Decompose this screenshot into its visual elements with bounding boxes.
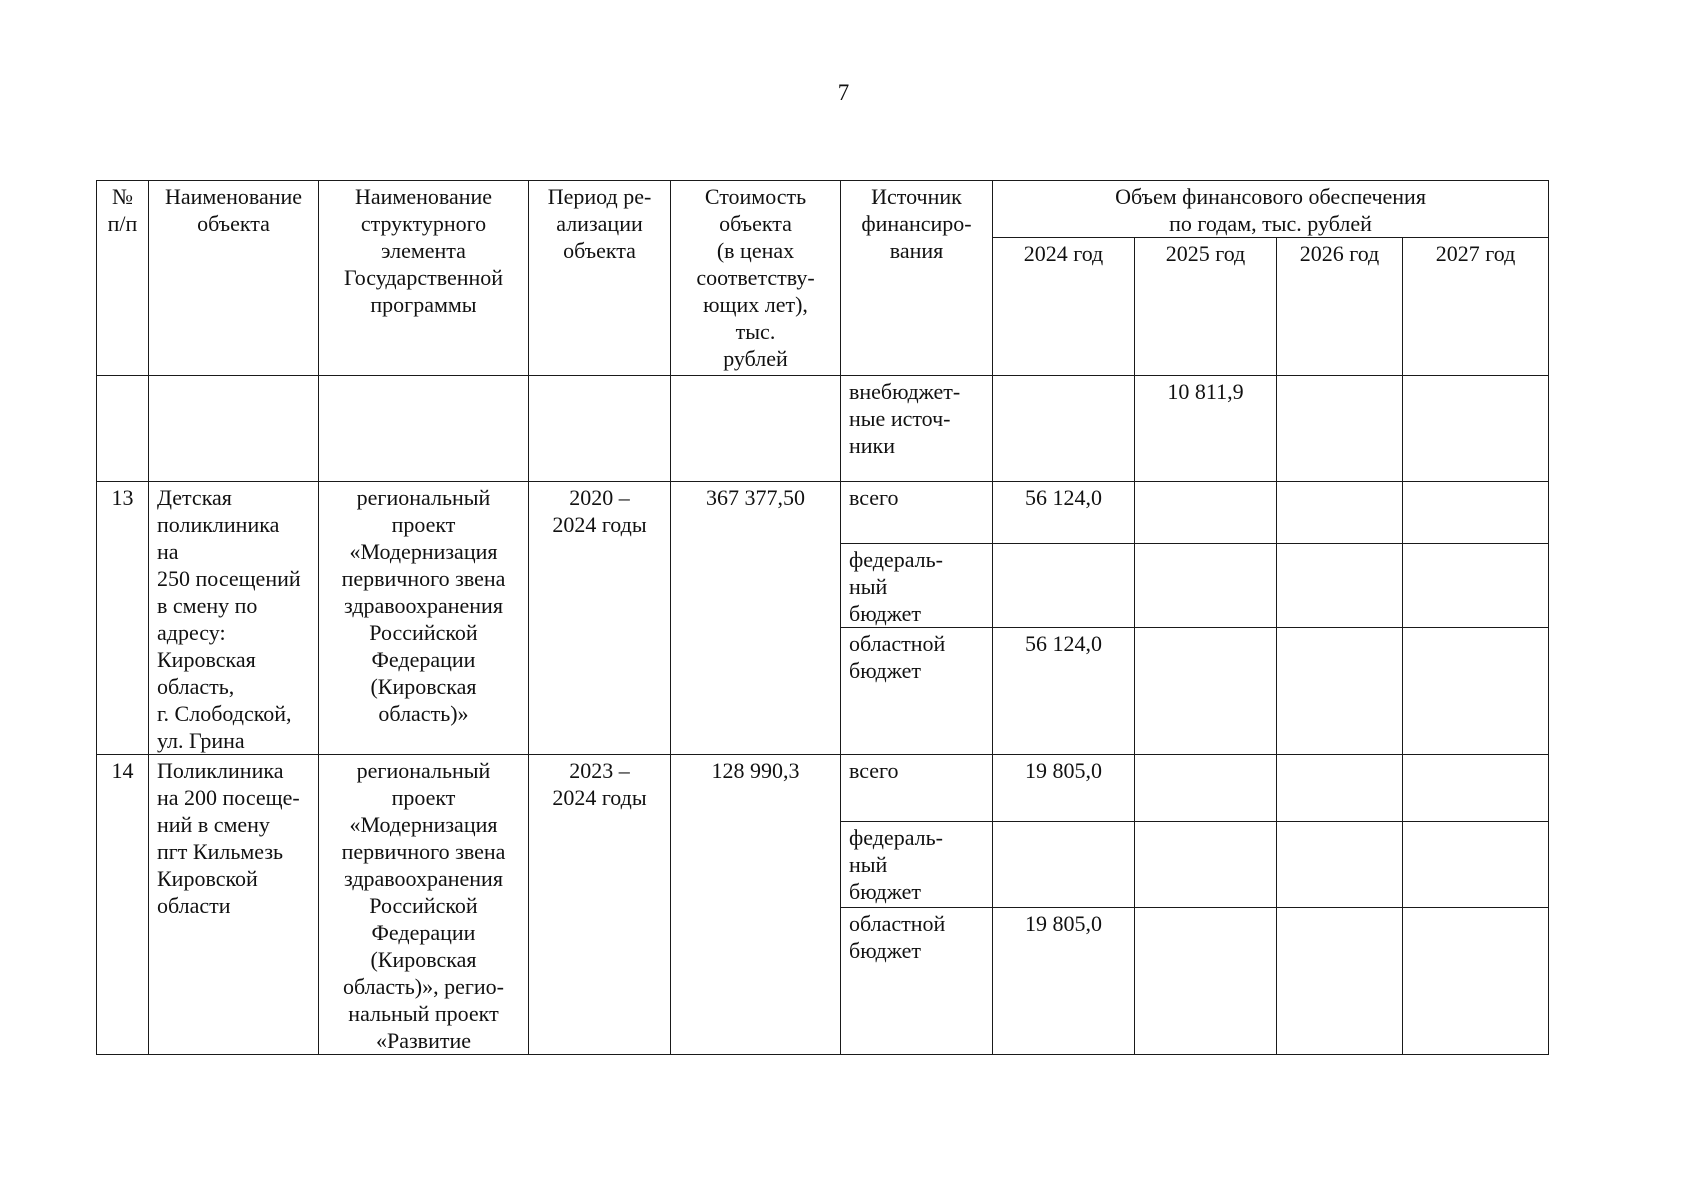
value-cell: 19 805,0: [993, 755, 1135, 822]
header-num: № п/п: [97, 181, 149, 376]
source-label: федераль- ный бюджет: [841, 822, 993, 908]
value-cell: 19 805,0: [993, 908, 1135, 1055]
header-year-2024: 2024 год: [993, 238, 1135, 376]
value-cell: [1277, 755, 1403, 822]
period: 2023 – 2024 годы: [529, 755, 671, 1055]
header-volume: Объем финансового обеспечения по годам, тыс. рублей: [993, 181, 1549, 238]
table-cell: [529, 376, 671, 482]
value-cell: [1403, 822, 1549, 908]
table-cell: [97, 376, 149, 482]
table-cell: [319, 376, 529, 482]
cost: 128 990,3: [671, 755, 841, 1055]
value-cell: 56 124,0: [993, 482, 1135, 544]
row-num: 13: [97, 482, 149, 755]
source-label: всего: [841, 482, 993, 544]
value-cell: [1403, 482, 1549, 544]
header-year-2025: 2025 год: [1135, 238, 1277, 376]
financing-table: [96, 180, 1549, 1055]
source-label: всего: [841, 755, 993, 822]
cost: 367 377,50: [671, 482, 841, 755]
value-cell: [1135, 908, 1277, 1055]
value-cell: [1135, 822, 1277, 908]
value-cell: [1277, 908, 1403, 1055]
value-cell: [1403, 908, 1549, 1055]
header-period: Период ре- ализации объекта: [529, 181, 671, 376]
table-cell: [671, 376, 841, 482]
value-cell: [1403, 628, 1549, 755]
page-number: 7: [837, 80, 850, 105]
value-cell: [1277, 482, 1403, 544]
table-cell: [149, 376, 319, 482]
source-label: федераль- ный бюджет: [841, 544, 993, 628]
source-label: областной бюджет: [841, 628, 993, 755]
value-cell: 10 811,9: [1135, 376, 1277, 482]
header-object-name: Наименование объекта: [149, 181, 319, 376]
element-name: региональный проект «Модернизация первичного звена здравоохранения Российской Федерации (Кировская область)»: [319, 482, 529, 755]
value-cell: [1277, 822, 1403, 908]
value-cell: [1135, 544, 1277, 628]
continuation-row: [97, 376, 1549, 482]
header-year-2026: 2026 год: [1277, 238, 1403, 376]
value-cell: [1135, 482, 1277, 544]
source-label: внебюджет- ные источ- ники: [841, 376, 993, 482]
period: 2020 – 2024 годы: [529, 482, 671, 755]
object-name: Поликлиника на 200 посеще- ний в смену пгт Кильмезь Кировской области: [149, 755, 319, 1055]
value-cell: [1403, 376, 1549, 482]
value-cell: [1135, 755, 1277, 822]
value-cell: 56 124,0: [993, 628, 1135, 755]
row-num: 14: [97, 755, 149, 1055]
header-source: Источник финансиро- вания: [841, 181, 993, 376]
object-name: Детская поликлиника на 250 посещений в смену по адресу: Кировская область, г. Слободской, ул. Грина: [149, 482, 319, 755]
value-cell: [1403, 544, 1549, 628]
value-cell: [993, 544, 1135, 628]
table-row: [97, 755, 1549, 822]
value-cell: [1277, 544, 1403, 628]
source-label: областной бюджет: [841, 908, 993, 1055]
value-cell: [1277, 628, 1403, 755]
value-cell: [993, 376, 1135, 482]
header-row: [97, 181, 1549, 238]
value-cell: [993, 822, 1135, 908]
header-element-name: Наименование структурного элемента Государственной программы: [319, 181, 529, 376]
element-name: региональный проект «Модернизация первичного звена здравоохранения Российской Федерации (Кировская область)», регио- нальный проект «Развитие: [319, 755, 529, 1055]
header-cost: Стоимость объекта (в ценах соответству- ющих лет), тыс. рублей: [671, 181, 841, 376]
value-cell: [1135, 628, 1277, 755]
table-row: [97, 482, 1549, 544]
value-cell: [1403, 755, 1549, 822]
value-cell: [1277, 376, 1403, 482]
header-year-2027: 2027 год: [1403, 238, 1549, 376]
